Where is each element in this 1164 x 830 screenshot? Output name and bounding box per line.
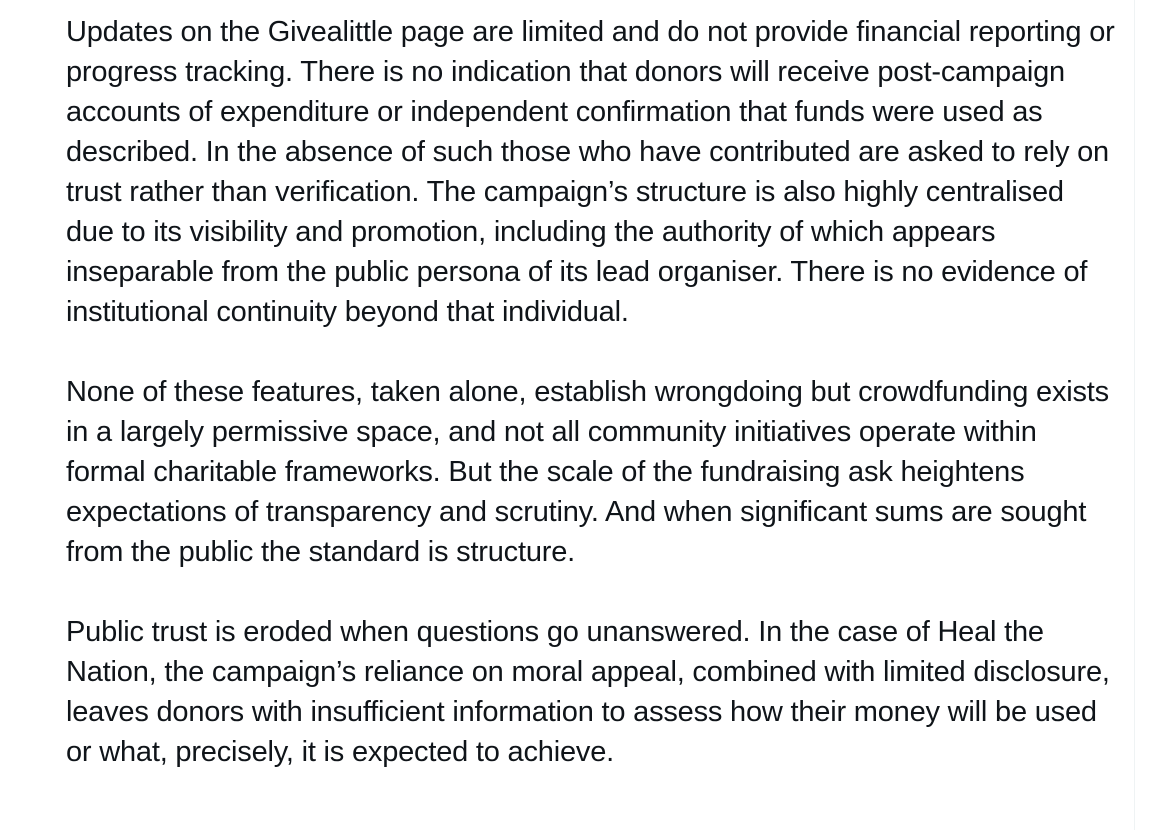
post-paragraph-3: Public trust is eroded when questions go unanswered. In the case of Heal the Nation, the campaign’s reliance on moral appeal, combined with limited disclosure, leaves donors with insufficient information to assess how their money will be used or what, precisely, it is expected to achieve. [66,616,1110,768]
column-divider [1134,0,1135,830]
post-paragraph-1: Updates on the Givealittle page are limited and do not provide financial reporting or progress tracking. There is no indication that donors will receive post-campaign accounts of expenditure or independent confirmation that funds were used as described. In the absence of such those who have contributed are asked to rely on trust rather than verification. The campaign’s structure is also highly centralised due to its visibility and promotion, including the authority of which appears inseparable from the public persona of its lead organiser. There is no evidence of institutional continuity beyond that individual. [66,16,1115,328]
post-paragraph-2: None of these features, taken alone, establish wrongdoing but crowdfunding exists in a largely permissive space, and not all community initiatives operate within formal charitable frameworks. But the scale of the fundraising ask heightens expectations of transparency and scrutiny. And when significant sums are sought from the public the standard is structure. [66,376,1109,568]
post-text [66,12,1116,772]
